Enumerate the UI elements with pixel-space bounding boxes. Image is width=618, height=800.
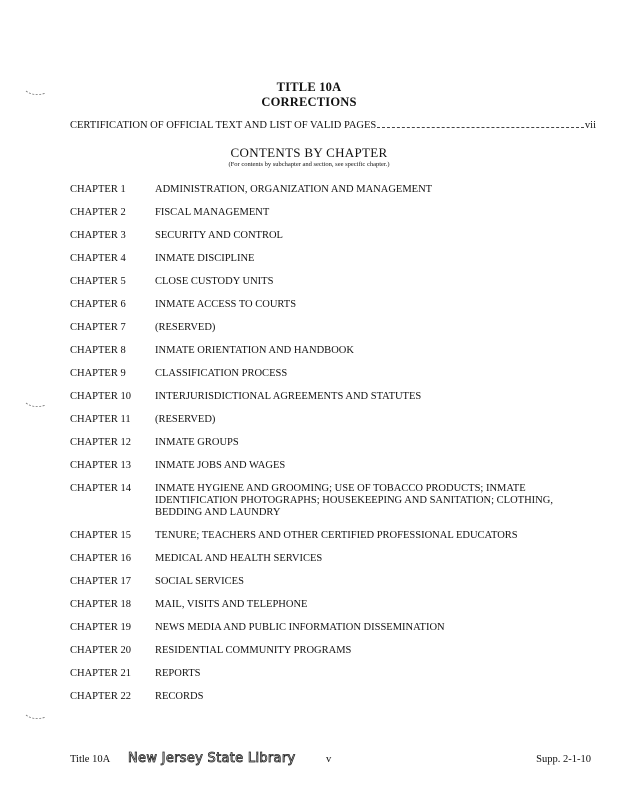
chapter-row[interactable] <box>70 599 600 611</box>
chapter-row[interactable] <box>70 460 600 472</box>
chapter-title: CLOSE CUSTODY UNITS <box>155 276 274 287</box>
chapter-title: NEWS MEDIA AND PUBLIC INFORMATION DISSEMINATION <box>155 622 445 633</box>
chapter-title: REPORTS <box>155 668 201 679</box>
chapter-row[interactable] <box>70 553 600 565</box>
chapter-title: TENURE; TEACHERS AND OTHER CERTIFIED PROFESSIONAL EDUCATORS <box>155 530 518 541</box>
chapter-title: SECURITY AND CONTROL <box>155 230 283 241</box>
library-stamp: New Jersey State Library <box>128 751 296 766</box>
certification-entry[interactable] <box>70 119 596 133</box>
chapter-row[interactable] <box>70 622 600 634</box>
chapter-row[interactable] <box>70 483 600 519</box>
chapter-row[interactable] <box>70 230 600 242</box>
chapter-number: CHAPTER 1 <box>70 184 126 195</box>
chapter-row[interactable] <box>70 184 600 196</box>
contents-note: (For contents by subchapter and section, see specific chapter.) <box>228 161 390 168</box>
chapter-number: CHAPTER 16 <box>70 553 131 564</box>
chapter-row[interactable] <box>70 207 600 219</box>
chapter-title: RECORDS <box>155 691 204 702</box>
chapter-title: MAIL, VISITS AND TELEPHONE <box>155 599 308 610</box>
chapter-number: CHAPTER 4 <box>70 253 126 264</box>
supplement-date: Supp. 2-1-10 <box>536 754 591 765</box>
contents-heading: CONTENTS BY CHAPTER <box>230 145 388 160</box>
chapter-title: FISCAL MANAGEMENT <box>155 207 270 218</box>
chapter-title: SOCIAL SERVICES <box>155 576 244 587</box>
chapter-row[interactable] <box>70 668 600 680</box>
chapter-number: CHAPTER 11 <box>70 414 131 425</box>
chapter-number: CHAPTER 6 <box>70 299 126 310</box>
chapter-number: CHAPTER 21 <box>70 668 131 679</box>
chapter-title: (RESERVED) <box>155 414 216 425</box>
chapter-number: CHAPTER 15 <box>70 530 131 541</box>
chapter-number: CHAPTER 5 <box>70 276 126 287</box>
chapter-row[interactable] <box>70 368 600 380</box>
chapter-row[interactable] <box>70 414 600 426</box>
chapter-number: CHAPTER 22 <box>70 691 131 702</box>
chapter-row[interactable] <box>70 691 600 703</box>
document-subtitle: CORRECTIONS <box>261 95 357 109</box>
chapter-row[interactable] <box>70 276 600 288</box>
chapter-title: INMATE HYGIENE AND GROOMING; USE OF TOBACCO PRODUCTS; INMATE IDENTIFICATION PHOTOGRAPHS; HOUSEKEEPING AND SANITATION; CLOTHING, BEDDING AND LAUNDRY <box>155 483 553 518</box>
chapter-number: CHAPTER 14 <box>70 483 131 494</box>
chapter-row[interactable] <box>70 645 600 657</box>
chapter-title: INMATE GROUPS <box>155 437 239 448</box>
chapter-title: RESIDENTIAL COMMUNITY PROGRAMS <box>155 645 352 656</box>
chapter-number: CHAPTER 17 <box>70 576 131 587</box>
chapter-number: CHAPTER 13 <box>70 460 131 471</box>
certification-page: vii <box>584 120 596 131</box>
chapter-number: CHAPTER 2 <box>70 207 126 218</box>
chapter-number: CHAPTER 10 <box>70 391 131 402</box>
chapter-row[interactable] <box>70 576 600 588</box>
margin-mark <box>24 712 48 722</box>
chapter-number: CHAPTER 18 <box>70 599 131 610</box>
title-block <box>0 80 618 110</box>
chapter-title: INMATE ORIENTATION AND HANDBOOK <box>155 345 354 356</box>
page-number: v <box>326 754 332 765</box>
chapter-title: CLASSIFICATION PROCESS <box>155 368 288 379</box>
chapter-number: CHAPTER 7 <box>70 322 126 333</box>
chapter-row[interactable] <box>70 322 600 334</box>
document-title: TITLE 10A <box>276 80 342 94</box>
chapter-title: INMATE ACCESS TO COURTS <box>155 299 297 310</box>
chapter-row[interactable] <box>70 299 600 311</box>
dot-leader <box>377 127 584 128</box>
chapter-number: CHAPTER 20 <box>70 645 131 656</box>
chapter-number: CHAPTER 3 <box>70 230 126 241</box>
chapter-row[interactable] <box>70 345 600 357</box>
chapter-list <box>70 184 600 714</box>
chapter-title: INMATE JOBS AND WAGES <box>155 460 286 471</box>
page-footer <box>0 753 618 773</box>
chapter-title: (RESERVED) <box>155 322 216 333</box>
chapter-title: INMATE DISCIPLINE <box>155 253 255 264</box>
certification-text: CERTIFICATION OF OFFICIAL TEXT AND LIST OF VALID PAGES <box>70 120 377 131</box>
chapter-number: CHAPTER 9 <box>70 368 126 379</box>
margin-mark <box>24 400 48 410</box>
chapter-row[interactable] <box>70 391 600 403</box>
chapter-number: CHAPTER 19 <box>70 622 131 633</box>
chapter-row[interactable] <box>70 437 600 449</box>
chapter-number: CHAPTER 12 <box>70 437 131 448</box>
chapter-title: INTERJURISDICTIONAL AGREEMENTS AND STATUTES <box>155 391 422 402</box>
footer-title: Title 10A <box>70 754 111 765</box>
chapter-number: CHAPTER 8 <box>70 345 126 356</box>
chapter-title: MEDICAL AND HEALTH SERVICES <box>155 553 323 564</box>
chapter-title: ADMINISTRATION, ORGANIZATION AND MANAGEMENT <box>155 184 433 195</box>
chapter-row[interactable] <box>70 253 600 265</box>
chapter-row[interactable] <box>70 530 600 542</box>
